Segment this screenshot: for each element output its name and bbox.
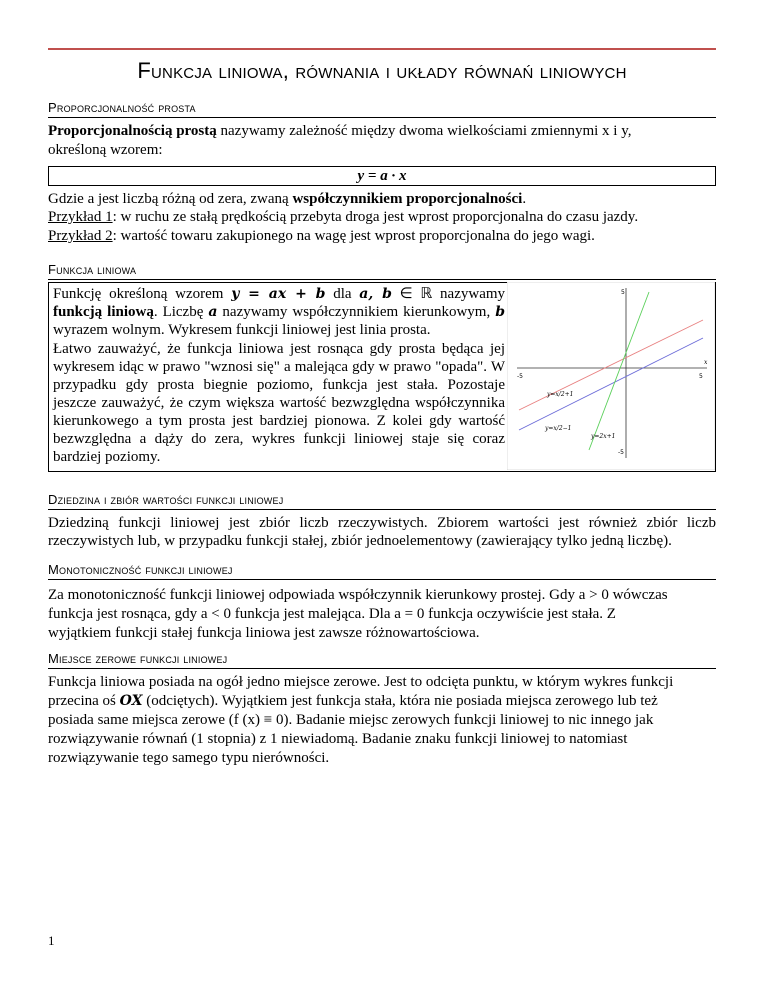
s2-p1-c: ∈ ℝ nazywamy: [391, 286, 506, 302]
s2-p1-ab: a, b: [359, 286, 392, 302]
s5-line-4: rozwiązywanie równań (1 stopnia) z 1 niewiadomą. Badanie znaku funkcji liniowej to natomiast: [48, 731, 628, 747]
s2-p1-formula: y = ax + b: [231, 286, 326, 302]
s4-line-1: Za monotoniczność funkcji liniowej odpowiada współczynnik kierunkowy prostej. Gdy a > 0 wówczas: [48, 587, 668, 603]
s2-paragraph-1: [53, 285, 505, 339]
label-red: y=x/2+1: [547, 391, 574, 398]
s5-line-2: [48, 692, 716, 710]
y-tick-bottom: -5: [618, 449, 624, 456]
example-1-text: : w ruchu ze stałą prędkością przebyta droga jest wprost proporcjonalna do czasu jazdy.: [112, 209, 639, 225]
heading-underline: [48, 668, 716, 669]
s4-line-3: wyjątkiem funkcji stałej funkcja liniowa jest zawsze różnowartościowa.: [48, 625, 480, 641]
s5-axis-ox: OX: [119, 693, 143, 709]
heading-miejsce-zerowe: Miejsce zerowe funkcji liniowej: [48, 651, 228, 666]
heading-underline: [48, 117, 716, 118]
s5-line-2a: przecina oś: [48, 693, 120, 709]
s1-note-end: .: [522, 191, 527, 207]
page-number: 1: [48, 933, 55, 948]
heading-underline: [48, 509, 716, 510]
s1-intro: [48, 122, 716, 140]
s5-line-1: Funkcja liniowa posiada na ogół jedno miejsce zerowe. Jest to odcięta punktu, w którym wykres funkcji: [48, 674, 674, 690]
example-1: [48, 208, 716, 226]
top-rule: [48, 48, 716, 50]
x-axis-label: x: [704, 359, 708, 366]
s5-line-5: rozwiązywanie tego samego typu nierówności.: [48, 750, 330, 766]
s1-intro-rest: nazywamy zależność między dwoma wielkościami zmiennymi x i y,: [216, 123, 632, 139]
s2-p1-b-sym: b: [495, 304, 506, 320]
s5-line-2b: (odciętych). Wyjątkiem jest funkcja stała, która nie posiada miejsca zerowego lub też: [142, 693, 658, 709]
s2-p1-d: . Liczbę: [153, 304, 209, 320]
heading-underline: [48, 579, 716, 580]
s2-p1-f: wyrazem wolnym. Wykresem funkcji liniowej jest linia prosta.: [53, 322, 431, 338]
formula-box: y = a · x: [48, 166, 716, 186]
linear-functions-graph: [507, 282, 715, 470]
example-2-text: : wartość towaru zakupionego na wagę jest wprost proporcjonalna do jego wagi.: [112, 228, 595, 244]
document-title: Funkcja liniowa, równania i układy równań liniowych: [137, 58, 627, 83]
s5-line-3: posiada same miejsca zerowe (f (x) ≡ 0). Badanie miejsc zerowych funkcji liniowej to nic innego jak: [48, 712, 654, 728]
s2-p1-bold: funkcją liniową: [53, 304, 154, 320]
label-green: y=2x+1: [591, 433, 616, 440]
x-tick-left: -5: [517, 373, 523, 380]
linear-function-text: [53, 285, 505, 467]
example-2-label: Przykład 2: [48, 228, 113, 244]
s2-p1-b: dla: [325, 286, 360, 302]
heading-proporcjonalnosc: Proporcjonalność prosta: [48, 100, 196, 115]
s2-paragraph-2: Łatwo zauważyć, że funkcja liniowa jest rosnąca gdy prosta będąca jej wykresem idąc w prawo "wznosi się" a malejąca gdy w prawo "opada". W przypadku gdy prosta biegnie poziomo, funkcja jest stała. Pozostaje jeszcze zauważyć, że czym większa wartość bezwzględna współczynnika kierunkowego a tym prosta jest bardziej pionowa. Z kolei gdy wartość bezwzględna a dąży do zera, wykres funkcji liniowej staje się coraz bardziej poziomy.: [53, 341, 505, 465]
s2-p1-a: Funkcję określoną wzorem: [53, 286, 232, 302]
heading-dziedzina: Dziedzina i zbiór wartości funkcji liniowej: [48, 492, 284, 507]
example-1-label: Przykład 1: [48, 209, 113, 225]
s4-line-2: funkcja jest rosnąca, gdy a < 0 funkcja jest malejąca. Dla a = 0 funkcja oczywiście jest stała. Z: [48, 606, 616, 622]
s1-intro-line2: określoną wzorem:: [48, 142, 163, 158]
example-2: [48, 227, 716, 245]
s2-p1-e: nazywamy współczynnikiem kierunkowym,: [217, 304, 496, 320]
s1-note-bold: współczynnikiem proporcjonalności: [292, 191, 523, 207]
graph-frame: [507, 282, 715, 470]
s1-note-start: Gdzie a jest liczbą różną od zera, zwaną: [48, 191, 293, 207]
s3-text: Dziedziną funkcji liniowej jest zbiór liczb rzeczywistych. Zbiorem wartości jest również zbiór liczb rzeczywistych lub, w przypadku funkcji stałej, zbiór jednoelementowy (zawierający tylko jedną liczbę).: [48, 515, 716, 549]
s2-p1-a-sym: a: [208, 304, 218, 320]
s1-note: [48, 190, 716, 208]
heading-funkcja-liniowa: Funkcja liniowa: [48, 262, 137, 277]
heading-underline: [48, 279, 716, 280]
y-tick-top: 5: [621, 289, 625, 296]
x-tick-right: 5: [699, 373, 703, 380]
heading-monotonicznosc: Monotoniczność funkcji liniowej: [48, 562, 233, 577]
s1-intro-bold: Proporcjonalnością prostą: [48, 123, 217, 139]
label-blue: y=x/2−1: [545, 425, 572, 432]
